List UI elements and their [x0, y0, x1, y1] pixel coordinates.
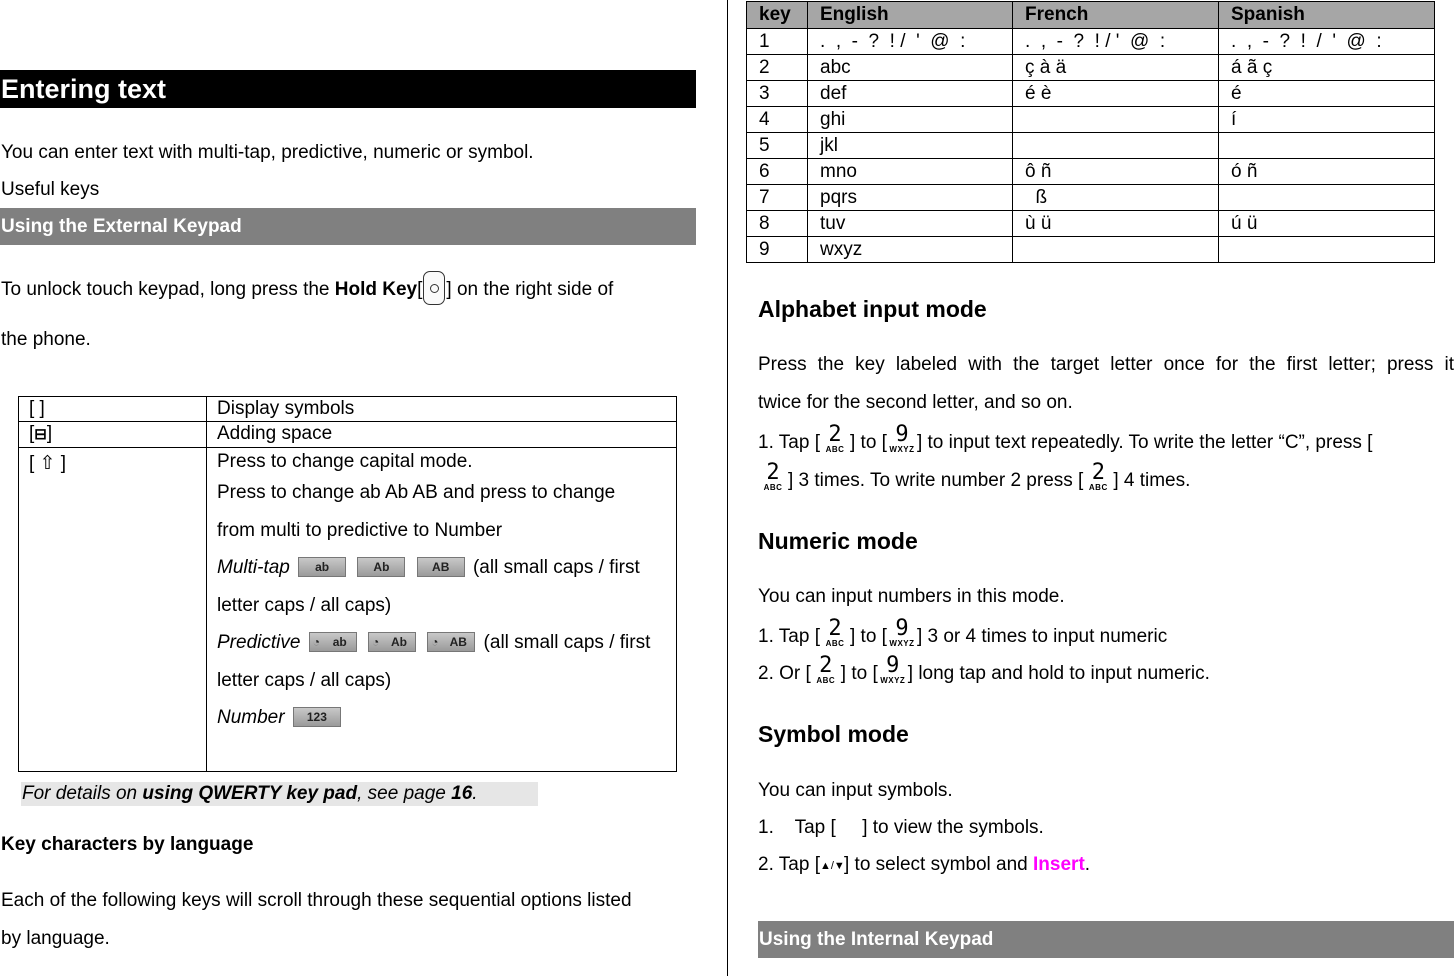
symbol-step2: [758, 853, 1090, 877]
capital-mode-desc: Press to change capital mode.: [217, 451, 473, 472]
table-row: [747, 133, 1435, 159]
english-cell: jkl: [808, 133, 1013, 159]
language-key-table: [746, 1, 1435, 263]
key-digit: 9: [886, 653, 900, 678]
key-digit: 2: [819, 653, 833, 678]
step-text: ] to [: [849, 432, 887, 453]
french-cell: ô ñ: [1013, 159, 1219, 185]
english-cell: wxyz: [808, 237, 1013, 263]
predictive-first-cap-icon: ◔ Ab: [368, 632, 416, 652]
key-letters: ABC: [816, 676, 836, 685]
symbol-step1: 1. Tap [ ] to view the symbols.: [758, 817, 1044, 838]
step-text: 2. Or [: [758, 663, 811, 684]
key-cell: 8: [747, 211, 808, 237]
french-cell: ç à ä: [1013, 55, 1219, 81]
space-key-icon: ⊟: [34, 426, 47, 443]
table-row: [747, 107, 1435, 133]
french-cell: [1013, 133, 1219, 159]
step-text: 1. Tap [: [758, 432, 820, 453]
key-2-icon: [812, 653, 840, 685]
key-cell: [19, 397, 207, 422]
multitap-suffix: (all small caps / first: [472, 557, 640, 578]
note-mid: , see page: [357, 783, 452, 804]
key-2-icon: [759, 460, 787, 492]
key-digit: 2: [828, 616, 842, 641]
key-9-icon: [888, 422, 916, 454]
key-cell: [19, 422, 207, 448]
bracket-close: ]: [46, 423, 53, 444]
step-text: ] to [: [849, 626, 887, 647]
french-cell: [1013, 107, 1219, 133]
french-cell: [1013, 237, 1219, 263]
table-header-row: [747, 2, 1435, 29]
header-english: English: [808, 2, 1013, 29]
symbol-line: You can input symbols.: [758, 780, 953, 801]
key-2-icon: [1084, 460, 1112, 492]
bracket-open: [: [417, 279, 423, 300]
key-cell: 5: [747, 133, 808, 159]
numeric-line: You can input numbers in this mode.: [758, 586, 1065, 607]
numeric-mode-heading: Numeric mode: [758, 528, 918, 554]
display-symbols-desc: Display symbols: [217, 398, 355, 419]
french-cell: é è: [1013, 81, 1219, 107]
step-text: ] 3 times. To write number 2 press [: [788, 470, 1084, 491]
key-cell: 9: [747, 237, 808, 263]
symbol-mode-heading: Symbol mode: [758, 721, 909, 747]
key-letters: ABC: [1088, 483, 1108, 492]
column-divider: [727, 0, 728, 976]
section-title: Entering text: [0, 70, 696, 108]
alphabet-step1: [758, 422, 1373, 455]
multitap-line: [217, 549, 666, 587]
note-page: 16: [451, 783, 473, 804]
french-cell: . , - ? ! / ' @ :: [1013, 29, 1219, 55]
note-end: .: [472, 783, 478, 804]
predictive-label: Predictive: [217, 632, 301, 653]
caps-line-2: letter caps / all caps): [217, 669, 392, 691]
key-digit: 9: [895, 616, 909, 641]
key-chars-heading: Key characters by language: [1, 834, 254, 855]
step-text: ] to select symbol and: [843, 854, 1034, 875]
key-digit: 2: [1091, 460, 1105, 485]
hold-key-label: Hold Key: [334, 279, 418, 300]
useful-keys-table: [18, 396, 677, 772]
key-2-icon: [821, 616, 849, 648]
spanish-cell: á ã ç: [1219, 55, 1435, 81]
qwerty-note: [21, 782, 538, 806]
key-cell: 7: [747, 185, 808, 211]
up-down-arrow-icon: ▲/▼: [819, 860, 845, 872]
step-text: 2. Tap [: [758, 854, 820, 875]
key-letters: WXYZ: [880, 676, 906, 685]
table-row: [19, 397, 677, 422]
number-line: [217, 699, 666, 737]
numeric-step2: [758, 653, 1210, 686]
key-letters: WXYZ: [889, 639, 915, 648]
english-cell: def: [808, 81, 1013, 107]
note-bold: using QWERTY key pad: [142, 783, 358, 804]
capital-mode-desc-3: from multi to predictive to Number: [217, 519, 503, 541]
predictive-lower-icon: ◔ ab: [309, 632, 357, 652]
alphabet-line1: Press the key labeled with the target letter once for the first letter; press it: [758, 354, 1454, 375]
table-row: [747, 55, 1435, 81]
unlock-instruction-line2: the phone.: [1, 329, 91, 350]
english-cell: mno: [808, 159, 1013, 185]
key-cell: [19, 448, 207, 772]
french-cell: ß: [1013, 185, 1219, 211]
alphabet-step1-cont: [758, 460, 1191, 493]
symbol-key: [ ]: [29, 398, 45, 419]
hold-key-icon: [423, 271, 445, 305]
spanish-cell: í: [1219, 107, 1435, 133]
header-key: key: [747, 2, 808, 29]
predictive-suffix: (all small caps / first: [483, 632, 651, 653]
note-prefix: For details on: [22, 783, 143, 804]
header-spanish: Spanish: [1219, 2, 1435, 29]
table-row: [747, 185, 1435, 211]
unlock-instruction: [1, 271, 697, 305]
spanish-cell: [1219, 133, 1435, 159]
key-letters: ABC: [763, 483, 783, 492]
spanish-cell: [1219, 237, 1435, 263]
shift-key: [ ⇧ ]: [29, 453, 67, 474]
key-cell: 6: [747, 159, 808, 185]
internal-keypad-heading: Using the Internal Keypad: [758, 921, 1454, 958]
english-cell: . , - ? ! / ' @ :: [808, 29, 1013, 55]
key-2-icon: [821, 422, 849, 454]
desc-cell: [207, 397, 677, 422]
table-row: [747, 237, 1435, 263]
spanish-cell: ú ü: [1219, 211, 1435, 237]
key-digit: 9: [895, 422, 909, 447]
key-chars-line1: Each of the following keys will scroll through these sequential options listed: [1, 890, 632, 911]
unlock-prefix: To unlock touch keypad, long press the: [1, 279, 335, 300]
key-cell: 2: [747, 55, 808, 81]
predictive-all-caps-icon: ◔ AB: [427, 632, 475, 652]
key-cell: 3: [747, 81, 808, 107]
multitap-lower-icon: ab: [298, 557, 346, 577]
key-digit: 2: [828, 422, 842, 447]
multitap-all-caps-icon: AB: [417, 557, 465, 577]
spanish-cell: ó ñ: [1219, 159, 1435, 185]
step-text: ] long tap and hold to input numeric.: [907, 663, 1210, 684]
table-row: [747, 29, 1435, 55]
step-text: 1. Tap [: [758, 626, 820, 647]
external-keypad-heading: Using the External Keypad: [0, 208, 696, 245]
table-row: [747, 159, 1435, 185]
key-cell: 4: [747, 107, 808, 133]
multitap-first-cap-icon: Ab: [357, 557, 405, 577]
key-letters: ABC: [825, 445, 845, 454]
spanish-cell: . , - ? ! / ' @ :: [1219, 29, 1435, 55]
number-mode-icon: 123: [293, 707, 341, 727]
step-text: ] to [: [840, 663, 878, 684]
insert-label: Insert: [1033, 854, 1085, 875]
caps-line: letter caps / all caps): [217, 594, 392, 616]
unlock-suffix: ] on the right side of: [446, 279, 614, 300]
key-chars-line2: by language.: [1, 928, 110, 949]
table-row: [747, 211, 1435, 237]
alphabet-line2: twice for the second letter, and so on.: [758, 392, 1073, 413]
key-letters: ABC: [825, 639, 845, 648]
step-text: ] 4 times.: [1113, 470, 1191, 491]
predictive-line: [217, 624, 666, 662]
english-cell: pqrs: [808, 185, 1013, 211]
multitap-label: Multi-tap: [217, 557, 290, 578]
english-cell: tuv: [808, 211, 1013, 237]
alphabet-mode-heading: Alphabet input mode: [758, 296, 987, 322]
step-text: ] 3 or 4 times to input numeric: [916, 626, 1168, 647]
key-letters: WXYZ: [889, 445, 915, 454]
key-9-icon: [888, 616, 916, 648]
table-row: [747, 81, 1435, 107]
header-french: French: [1013, 2, 1219, 29]
table-row: [19, 448, 677, 772]
desc-cell: [207, 448, 677, 772]
key-cell: 1: [747, 29, 808, 55]
desc-cell: [207, 422, 677, 448]
spanish-cell: [1219, 185, 1435, 211]
adding-space-desc: Adding space: [217, 423, 333, 444]
number-label: Number: [217, 707, 285, 728]
useful-keys-label: Useful keys: [1, 179, 100, 200]
step-text: .: [1084, 854, 1091, 875]
english-cell: abc: [808, 55, 1013, 81]
key-digit: 2: [766, 460, 780, 485]
french-cell: ù ü: [1013, 211, 1219, 237]
key-9-icon: [879, 653, 907, 685]
english-cell: ghi: [808, 107, 1013, 133]
spanish-cell: é: [1219, 81, 1435, 107]
table-row: [19, 422, 677, 448]
step-text: ] to input text repeatedly. To write the letter “C”, press [: [916, 432, 1373, 453]
capital-mode-desc-2: Press to change ab Ab AB and press to change: [217, 482, 616, 503]
numeric-step1: [758, 616, 1168, 649]
bracket-open: [: [29, 423, 35, 444]
intro-text: You can enter text with multi-tap, predictive, numeric or symbol.: [1, 142, 534, 163]
